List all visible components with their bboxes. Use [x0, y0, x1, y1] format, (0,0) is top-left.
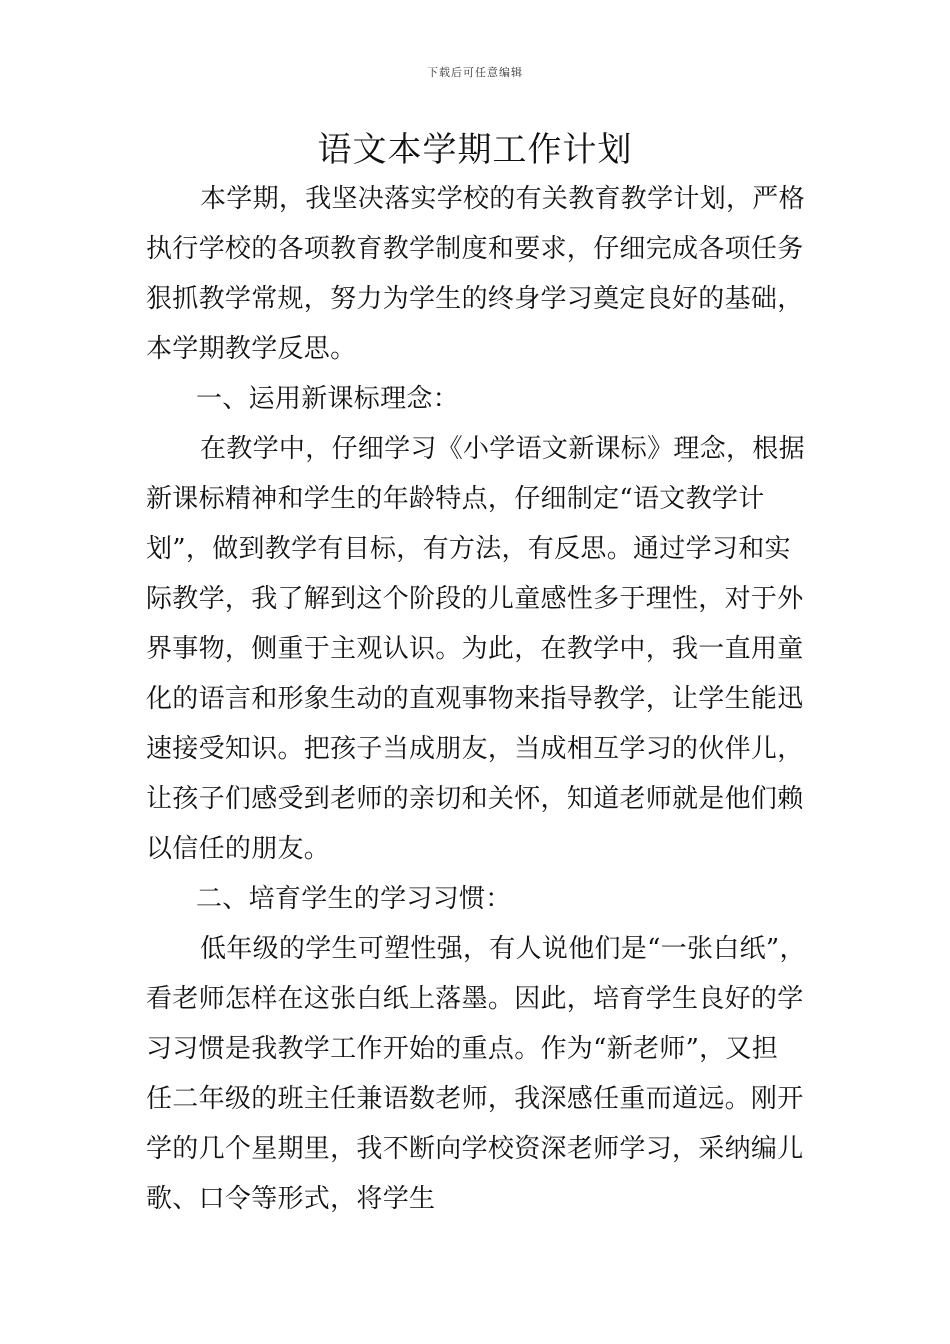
body-line: 执行学校的各项教育教学制度和要求，仔细完成各项任务: [146, 234, 804, 264]
body-line: 本学期，我坚决落实学校的有关教育教学计划，严格: [200, 184, 805, 214]
body-line: 以信任的朋友。: [146, 834, 331, 864]
section-heading: 一、运用新课标理念：: [196, 384, 460, 414]
body-line: 速接受知识。把孩子当成朋友，当成相互学习的伙伴儿，: [146, 734, 804, 764]
body-line: 新课标精神和学生的年龄特点，仔细制定“语文教学计: [146, 484, 765, 514]
body-line: 让孩子们感受到老师的亲切和关怀，知道老师就是他们赖: [146, 784, 804, 814]
header-note: 下载后可任意编辑: [427, 66, 523, 79]
body-line: 看老师怎样在这张白纸上落墨。因此，培育学生良好的学: [146, 984, 804, 1014]
body-line: 化的语言和形象生动的直观事物来指导教学，让学生能迅: [146, 684, 804, 714]
body-line: 歌、口令等形式，将学生: [146, 1184, 436, 1214]
body-line: 任二年级的班主任兼语数老师，我深感任重而道远。刚开: [146, 1084, 804, 1114]
document-title: 语文本学期工作计划: [317, 130, 633, 170]
body-line: 际教学，我了解到这个阶段的儿童感性多于理性，对于外: [146, 584, 804, 614]
body-line: 本学期教学反思。: [146, 334, 357, 364]
section-heading: 二、培育学生的学习习惯：: [196, 884, 512, 914]
body-line: 划”，做到教学有目标，有方法，有反思。通过学习和实: [146, 534, 791, 564]
body-line: 在教学中，仔细学习《小学语文新课标》理念，根据: [200, 434, 805, 464]
body-line: 低年级的学生可塑性强，有人说他们是“一张白纸”，: [200, 934, 806, 964]
body-line: 狠抓教学常规，努力为学生的终身学习奠定良好的基础，: [146, 284, 804, 314]
document-body: [146, 174, 818, 1224]
body-line: 学的几个星期里，我不断向学校资深老师学习，采纳编儿: [146, 1134, 804, 1164]
body-line: 界事物，侧重于主观认识。为此，在教学中，我一直用童: [146, 634, 804, 664]
body-line: 习习惯是我教学工作开始的重点。作为“新老师”，又担: [146, 1034, 779, 1064]
